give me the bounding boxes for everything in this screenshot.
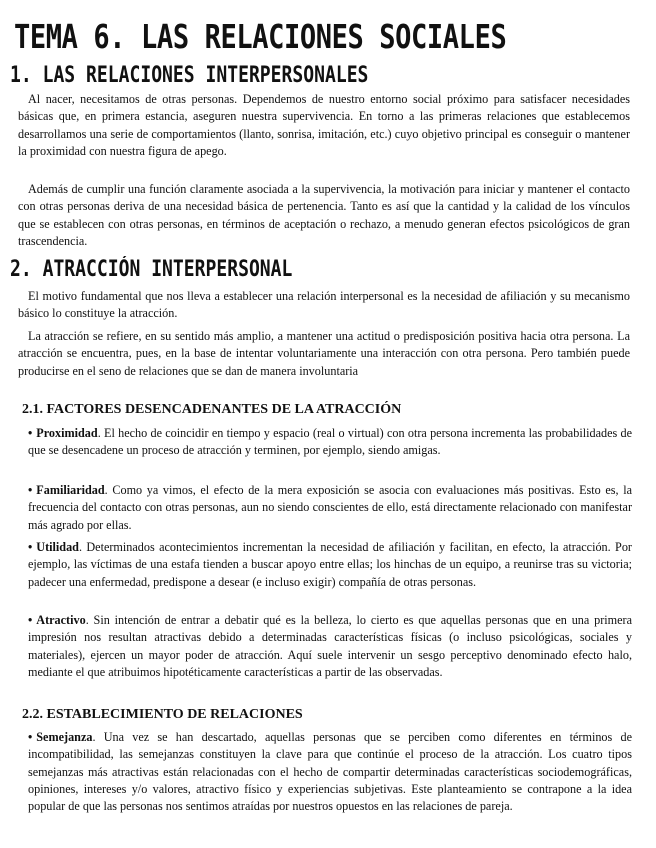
bullet-proximidad: [28, 425, 632, 460]
bullet-term: Atractivo: [36, 613, 86, 627]
bullet-dot: •: [28, 730, 33, 744]
section-1-heading: 1. LAS RELACIONES INTERPERSONALES: [10, 63, 369, 88]
bullet-dot: •: [28, 483, 33, 497]
section-2-paragraph-2: La atracción se refiere, en su sentido más amplio, a mantener una actitud o predisposición positiva hacia otra persona. La atracción se encuentra, pues, en la base de intentar voluntariamente una interacción con otra persona. Pero también puede producirse en el seno de relaciones que se dan de manera involuntaria: [18, 329, 630, 378]
bullet-dot: •: [28, 426, 33, 440]
subsection-2-1-heading: 2.1. FACTORES DESENCADENANTES DE LA ATRACCIÓN: [22, 402, 402, 417]
bullet-term: Proximidad: [36, 426, 98, 440]
bullet-text: . Una vez se han descartado, aquellas personas que se perciben como diferentes en términos de incompatibilidad, las semejanzas constituyen la clave para que continúe el proceso de la atracción. Los cuatro tipos semejanzas más atractivas están relacionadas con el hecho de compartir determinadas características sociodemográficas, opiniones, intereses y/o valores, atractivo físico y experiencias subjetivas. Este planteamiento se contrapone a la idea popular de que las personas nos sentimos atraídas por nuestros opuestos en las relaciones de pareja.: [28, 730, 632, 814]
bullet-term: Semejanza: [36, 730, 93, 744]
bullet-text: . El hecho de coincidir en tiempo y espacio (real o virtual) con otra persona incrementa las probabilidades de que se desencadene un proceso de atracción y terminen, por ejemplo, siendo amigas.: [28, 426, 632, 458]
page-title: TEMA 6. LAS RELACIONES SOCIALES: [14, 17, 507, 56]
bullet-term: Familiaridad: [36, 483, 105, 497]
bullet-semejanza: [28, 729, 632, 815]
section-2-heading: 2. ATRACCIÓN INTERPERSONAL: [10, 257, 293, 282]
subsection-2-2-heading: 2.2. ESTABLECIMIENTO DE RELACIONES: [22, 707, 303, 722]
bullet-dot: •: [28, 613, 33, 627]
bullet-text: . Sin intención de entrar a debatir qué es la belleza, lo cierto es que aquellas personas que en una primera impresión nos resultan atractivas debido a determinadas características físicas (o incluso psicológicas, sociales y materiales), ejercen un mayor poder de atracción. Aquí suele intervenir un sesgo perceptivo denominado efecto halo, mediante el que atribuimos hipotéticamente características a partir de las observadas.: [28, 613, 632, 679]
bullet-utilidad: [28, 539, 632, 591]
bullet-familiaridad: [28, 482, 632, 534]
section-2-paragraph-1: El motivo fundamental que nos lleva a establecer una relación interpersonal es la necesidad de afiliación y su mecanismo básico lo constituye la atracción.: [18, 289, 630, 321]
bullet-text: . Como ya vimos, el efecto de la mera exposición se asocia con evaluaciones más positivas. Esto es, la frecuencia del contacto con otras personas, aun no siendo conscientes de ello, está directamente relacionado con manifestar más agrado por ellas.: [28, 483, 632, 532]
bullet-atractivo: [28, 612, 632, 681]
bullet-term: Utilidad: [36, 540, 79, 554]
bullet-text: . Determinados acontecimientos incrementan la necesidad de afiliación y facilitan, en efecto, la atracción. Por ejemplo, las víctimas de una estafa tienden a buscar apoyo entre ellas; los hinchas de un equipo, a reunirse tras su victoria; padecer una enfermedad, predispone a desear (e incluso exigir) compañía de otras personas.: [28, 540, 632, 589]
section-1-paragraph-1: Al nacer, necesitamos de otras personas. Dependemos de nuestro entorno social próximo para satisfacer necesidades básicas que, en primera estancia, aseguren nuestra supervivencia. En torno a las primeras relaciones que establecemos desarrollamos una serie de comportamientos (llanto, sonrisa, imitación, etc.) cuyo objetivo principal es conseguir o mantener la proximidad con nuestra figura de apego.: [18, 92, 630, 158]
bullet-dot: •: [28, 540, 33, 554]
section-1-paragraph-2: Además de cumplir una función claramente asociada a la supervivencia, la motivación para iniciar y mantener el contacto con otras personas deriva de una necesidad básica de pertenencia. Tanto es así que la cantidad y la calidad de los vínculos que se establecen con otras personas, en términos de aceptación o rechazo, a menudo generan efectos psicológicos de gran trascendencia.: [18, 182, 630, 248]
